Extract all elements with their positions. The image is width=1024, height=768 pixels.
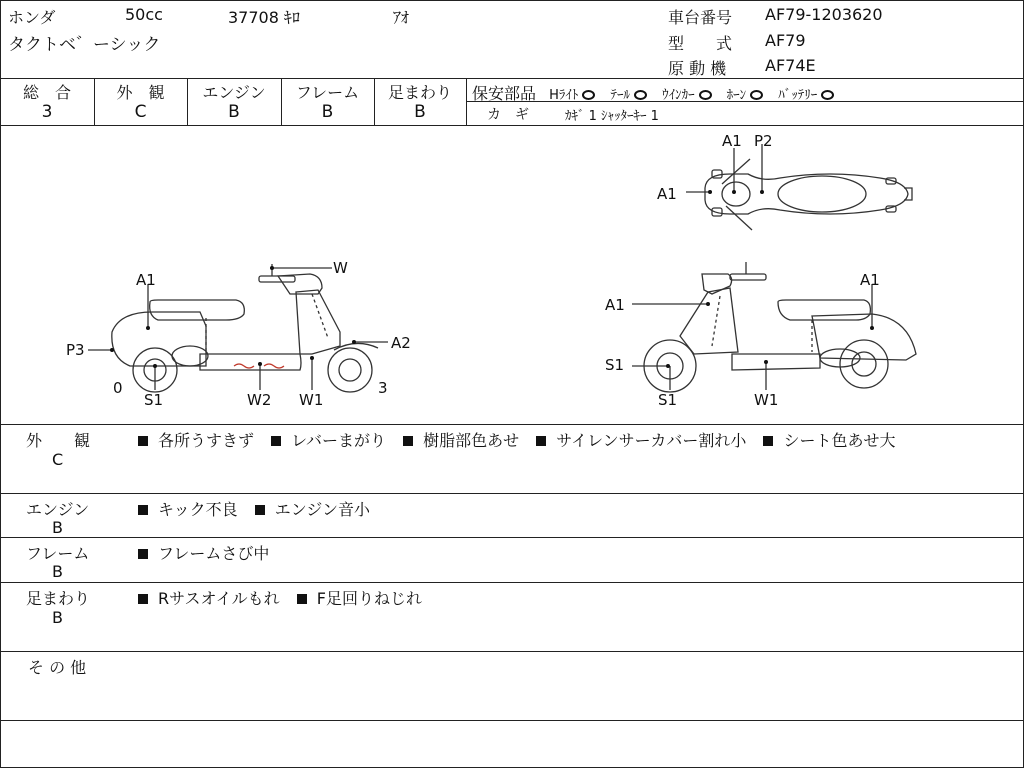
- key-value: ｶｷﾞ 1 ｼｬｯﾀｰｷｰ 1: [565, 109, 659, 124]
- note-engine-items: [138, 497, 382, 520]
- bullet-square-icon: [255, 505, 265, 515]
- key-label: カ ギ: [487, 107, 529, 123]
- note-item: キック不良: [158, 500, 238, 519]
- type-label: 型 式: [668, 34, 733, 53]
- displacement: 50cc: [125, 5, 163, 24]
- bullet-square-icon: [138, 594, 148, 604]
- safety-headlight-label: Hﾗｲﾄ: [549, 88, 579, 103]
- safety-horn-label: ﾎｰﾝ: [726, 88, 747, 103]
- scooter-top-view: [686, 144, 912, 230]
- grade-exterior-value: C: [134, 102, 147, 122]
- grade-frame-value: B: [321, 102, 334, 122]
- safety-parts-row: [472, 81, 844, 104]
- divider: [0, 720, 1024, 721]
- note-other-label: そ の 他: [28, 658, 87, 677]
- body-color: ｱｵ: [393, 8, 410, 27]
- note-exterior-items: [138, 428, 907, 451]
- diagram-label: W2: [247, 391, 272, 409]
- maker: ホンダ: [8, 8, 56, 27]
- note-frame-items: [138, 541, 281, 564]
- divider: [0, 493, 1024, 494]
- model-name: タクトベ゛ーシック: [8, 35, 161, 55]
- note-frame-label: フレーム: [26, 544, 90, 563]
- ok-circle-icon: [821, 90, 834, 100]
- note-item: Rサスオイルもれ: [158, 589, 280, 608]
- bullet-square-icon: [271, 436, 281, 446]
- grade-suspension-label: 足まわり: [387, 83, 452, 102]
- diagram-label: W1: [754, 391, 779, 409]
- ok-circle-icon: [699, 90, 712, 100]
- diagram-label: W1: [299, 391, 324, 409]
- note-engine-label: エンジン: [26, 500, 90, 519]
- note-suspension-items: [138, 586, 434, 609]
- safety-battery-label: ﾊﾞｯﾃﾘｰ: [778, 88, 818, 103]
- diagram-label: A1: [605, 296, 625, 314]
- diagram-label: P3: [66, 341, 85, 359]
- scooter-left-view: [88, 264, 388, 392]
- bullet-square-icon: [403, 436, 413, 446]
- note-frame-grade: B: [52, 562, 63, 581]
- diagram-label: 0: [113, 379, 123, 397]
- frame-no-value: AF79-1203620: [765, 5, 883, 24]
- bullet-square-icon: [763, 436, 773, 446]
- note-item: シート色あせ大: [783, 431, 896, 450]
- bullet-square-icon: [297, 594, 307, 604]
- note-exterior-grade: C: [52, 450, 64, 469]
- scooter-damage-diagram: [0, 126, 1024, 424]
- divider: [0, 537, 1024, 538]
- type-value: AF79: [765, 31, 806, 50]
- note-item: レバーまがり: [291, 431, 386, 450]
- diagram-label: W: [333, 259, 348, 277]
- damage-mark: [264, 364, 284, 368]
- grade-engine-label: エンジン: [202, 83, 266, 102]
- damage-mark: [234, 364, 254, 368]
- bullet-square-icon: [138, 436, 148, 446]
- note-item: F足回りねじれ: [316, 589, 422, 608]
- diagram-label: A1: [860, 271, 880, 289]
- frame-no-label: 車台番号: [668, 8, 733, 27]
- mileage: 37708 ｷﾛ: [228, 8, 300, 27]
- diagram-label: A1: [722, 132, 742, 150]
- grade-overall-label: 総 合: [22, 83, 71, 102]
- bullet-square-icon: [138, 549, 148, 559]
- note-suspension-label: 足まわり: [26, 589, 91, 608]
- note-item: 樹脂部色あせ: [423, 431, 520, 450]
- divider: [0, 78, 1024, 79]
- note-item: フレームさび中: [158, 544, 270, 563]
- grade-suspension-value: B: [414, 102, 426, 122]
- diagram-label: A1: [657, 185, 677, 203]
- note-item: 各所うすきず: [158, 431, 255, 450]
- grade-frame-label: フレーム: [295, 83, 360, 102]
- diagram-label: 3: [378, 379, 388, 397]
- diagram-label: S1: [144, 391, 164, 409]
- divider: [0, 582, 1024, 583]
- note-engine-grade: B: [52, 518, 63, 537]
- ok-circle-icon: [582, 90, 595, 100]
- safety-title: 保安部品: [472, 84, 537, 103]
- ok-circle-icon: [750, 90, 763, 100]
- bullet-square-icon: [536, 436, 546, 446]
- ok-circle-icon: [634, 90, 647, 100]
- note-suspension-grade: B: [52, 608, 63, 627]
- divider: [0, 424, 1024, 425]
- diagram-label: A2: [391, 334, 411, 352]
- note-item: エンジン音小: [274, 500, 370, 519]
- safety-winker-label: ｳｲﾝｶｰ: [662, 88, 695, 103]
- diagram-label: S1: [658, 391, 678, 409]
- engine-value: AF74E: [765, 56, 816, 75]
- safety-tail-label: ﾃｰﾙ: [610, 88, 630, 103]
- engine-label: 原 動 機: [668, 59, 727, 78]
- bullet-square-icon: [138, 505, 148, 515]
- note-exterior-label: 外 観: [26, 431, 91, 450]
- diagram-label: P2: [754, 132, 773, 150]
- note-item: サイレンサーカバー割れ小: [556, 431, 747, 450]
- grade-engine-value: B: [228, 102, 240, 122]
- diagram-label: S1: [605, 356, 625, 374]
- grade-exterior-label: 外 観: [116, 83, 165, 102]
- divider: [0, 651, 1024, 652]
- grade-overall-value: 3: [41, 102, 53, 122]
- diagram-label: A1: [136, 271, 156, 289]
